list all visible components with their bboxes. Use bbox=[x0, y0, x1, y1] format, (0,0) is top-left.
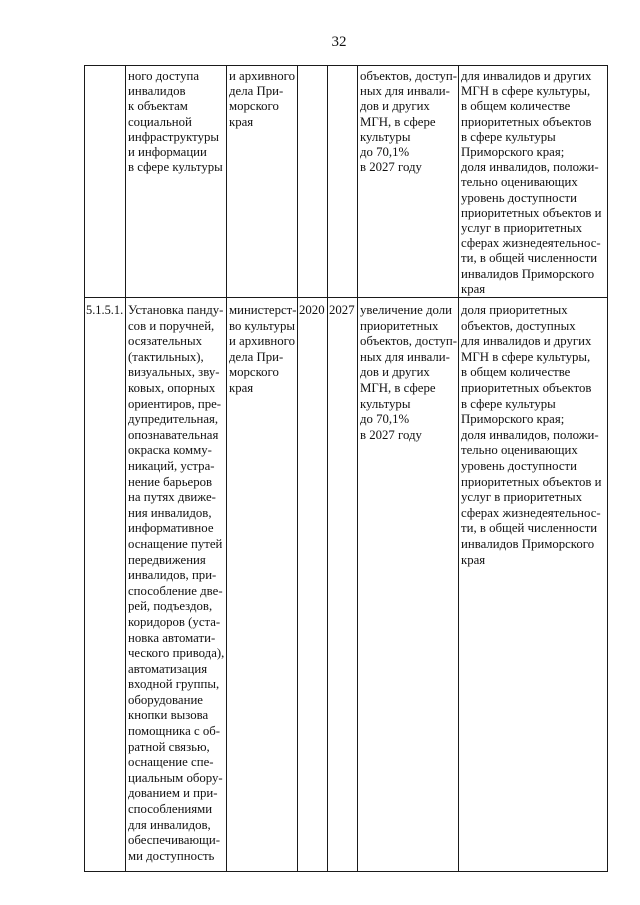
end-year-cell: 2027 bbox=[328, 298, 358, 872]
expected-result-cell: объектов, доступ- ных для инвали- дов и других МГН, в сфере культуры до 70,1% в 2027 году bbox=[358, 66, 459, 298]
program-table bbox=[84, 65, 608, 872]
activity-cell: Установка панду- сов и поручней, осязательных (тактильных), визуальных, зву- ковых, опорных ориентиров, пре- дупредительная, опознавательная окраска комму- никаций, устра- нение барьеров на путях движе- ния инвалидов, информативное оснащение путей передвижения инвалидов, при- способление две- рей, подъездов, коридоров (уста- новка автомати- ческого привода), автоматизация входной группы, оборудование кнопки вызова помощника с об- ратной связью, оснащение спе- циальным обору- дованием и при- способлениями для инвалидов, обеспечивающи- ми доступность bbox=[126, 298, 227, 872]
indicator-cell: доля приоритетных объектов, доступных для инвалидов и других МГН в сфере культуры, в общем количестве приоритетных объектов в сфере культуры Приморского края; доля инвалидов, положи- тельно оценивающих уровень доступности приоритетных объектов и услуг в приоритетных сферах жизнедеятельнос- ти, в общей численности инвалидов Приморского края bbox=[459, 298, 608, 872]
table-row bbox=[85, 298, 608, 872]
table-row bbox=[85, 66, 608, 298]
activity-cell: ного доступа инвалидов к объектам социальной инфраструктуры и информации в сфере культуры bbox=[126, 66, 227, 298]
item-number-cell: 5.1.5.1. bbox=[85, 298, 126, 872]
expected-result-cell: увеличение доли приоритетных объектов, доступ- ных для инвали- дов и других МГН, в сфере культуры до 70,1% в 2027 году bbox=[358, 298, 459, 872]
end-year-cell bbox=[328, 66, 358, 298]
page-number: 32 bbox=[331, 34, 347, 50]
responsible-cell: министерст- во культуры и архивного дела При- морского края bbox=[227, 298, 298, 872]
indicator-cell: для инвалидов и других МГН в сфере культуры, в общем количестве приоритетных объектов в сфере культуры Приморского края; доля инвалидов, положи- тельно оценивающих уровень доступности приоритетных объектов и услуг в приоритетных сферах жизнедеятельнос- ти, в общей численности инвалидов Приморского края bbox=[459, 66, 608, 298]
start-year-cell bbox=[298, 66, 328, 298]
item-number-cell bbox=[85, 66, 126, 298]
start-year-cell: 2020 bbox=[298, 298, 328, 872]
responsible-cell: и архивного дела При- морского края bbox=[227, 66, 298, 298]
